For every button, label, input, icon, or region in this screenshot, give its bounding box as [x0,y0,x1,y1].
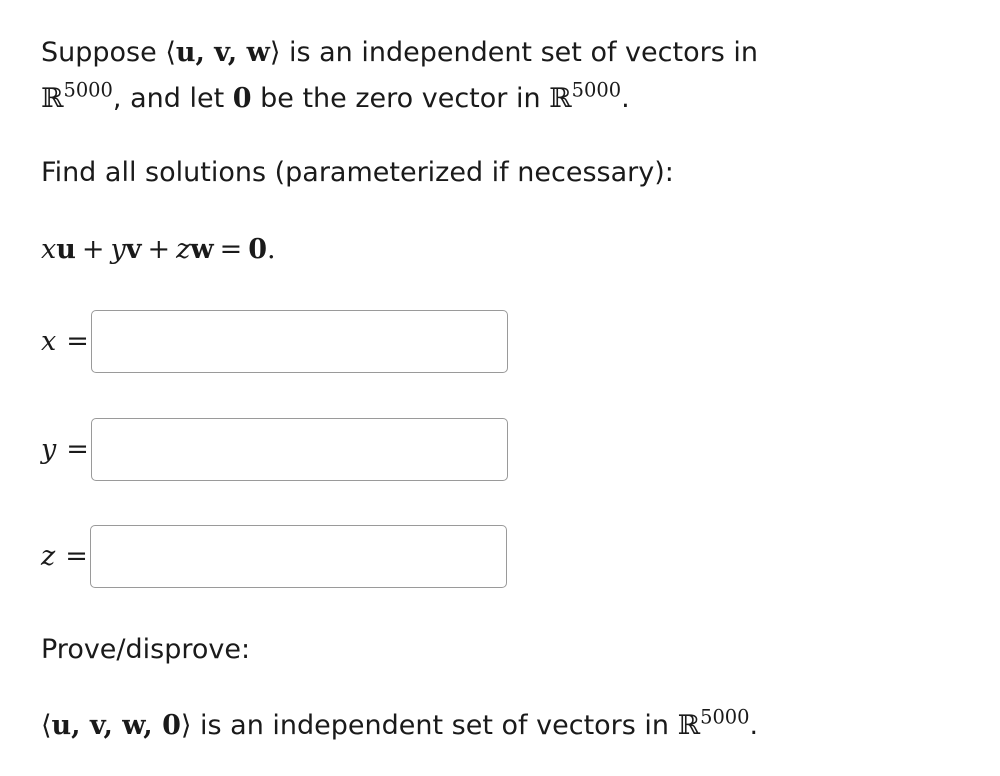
problem-prefix-text: Suppose [41,37,166,68]
zero-vector: 0 [232,83,252,114]
variable-y-label: y [41,434,57,465]
problem-mid-text: , and let [112,83,233,114]
prove-heading: Prove/disprove: [41,634,251,665]
equals-sign: = [66,326,89,357]
coef-y: y [110,234,126,265]
answer-row-y [41,418,508,481]
problem-statement [41,30,758,122]
problem-line-2 [41,76,758,122]
problem-suffix-text: is an independent set of vectors in [280,37,758,68]
vector-w: w [190,234,214,265]
dimension-exponent: 5000 [63,78,113,102]
answer-row-z [41,525,507,588]
vector-u: u [56,234,76,265]
problem-mid-text-2: be the zero vector in [251,83,550,114]
angle-close: ⟩ [180,710,192,741]
coef-x: x [41,234,57,265]
answer-x-input[interactable] [91,310,508,373]
plus-sign-2: + [147,234,171,265]
prove-statement-text: is an independent set of vectors in [191,710,678,741]
real-space-symbol: ℝ [41,83,64,114]
plus-sign: + [81,234,105,265]
equation [41,227,276,273]
answer-z-input[interactable] [90,525,507,588]
angle-close: ⟩ [269,37,281,68]
equals-sign: = [65,541,88,572]
angle-open: ⟨ [41,710,52,741]
real-space-symbol: ℝ [677,710,701,741]
answer-row-x [41,310,508,373]
equals-sign: = [219,234,243,265]
equals-sign: = [66,434,89,465]
period: . [749,710,759,741]
real-space-symbol-2: ℝ [549,83,572,114]
prove-statement [41,703,758,749]
variable-x-label: x [41,326,57,357]
variable-z-label: z [41,541,56,572]
period: . [621,83,630,114]
vector-set-with-zero: u, v, w, 0 [51,710,181,741]
vector-v: v [125,234,142,265]
angle-open: ⟨ [165,37,176,68]
coef-z: z [176,234,191,265]
vector-set: u, v, w [175,37,270,68]
instruction-text: Find all solutions (parameterized if necessary): [41,157,674,188]
dimension-exponent: 5000 [700,705,750,729]
problem-line-1 [41,30,758,76]
equation-period: . [267,234,276,265]
answer-y-input[interactable] [91,418,508,481]
dimension-exponent-2: 5000 [571,78,622,102]
zero-vector-eq: 0 [248,234,267,265]
